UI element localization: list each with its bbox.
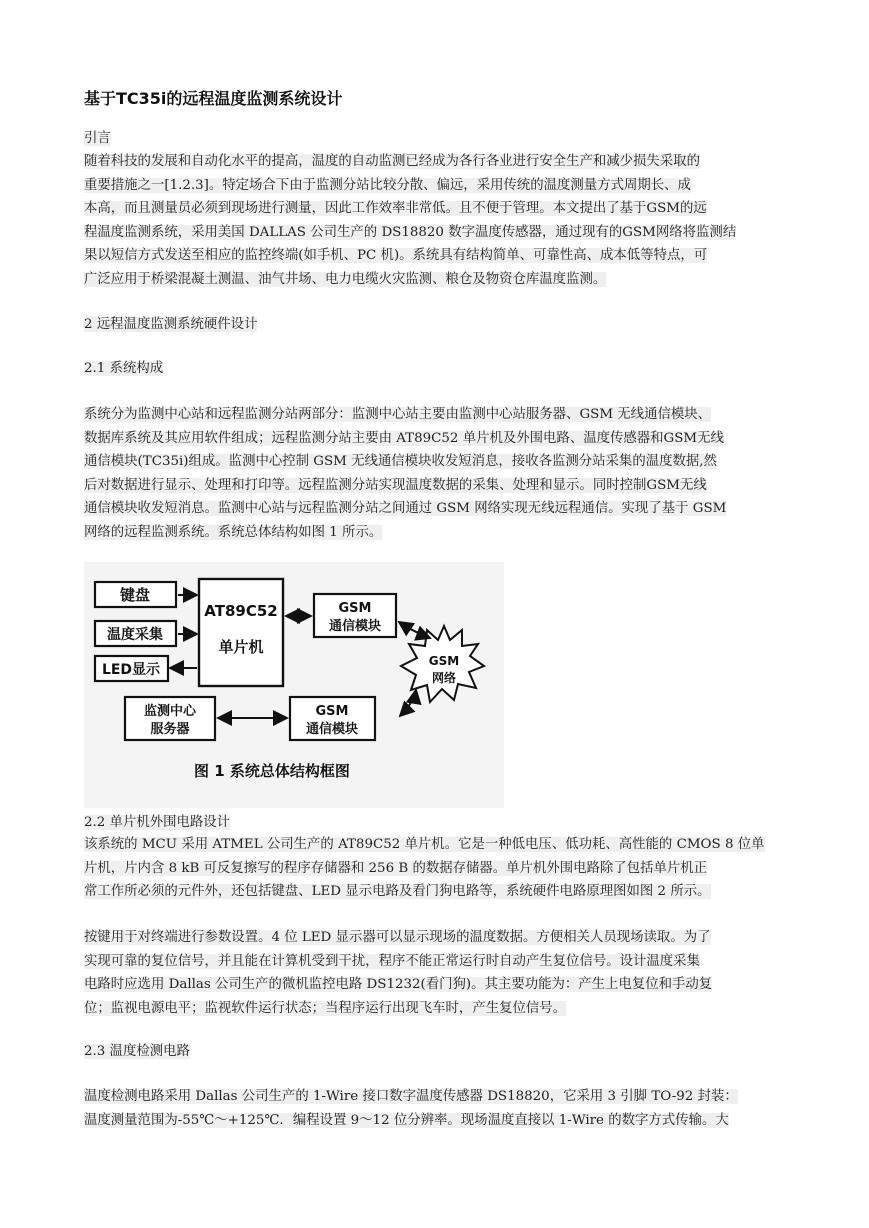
section-2-3-heading: 2.3 温度检测电路 <box>84 1044 190 1059</box>
intro-line: 随着科技的发展和自动化水平的提高，温度的自动监测已经成为各行各业进行安全生产和减少损失采取的 <box>84 154 700 169</box>
section-2-2-line: 该系统的 MCU 采用 ATMEL 公司生产的 AT89C52 单片机。它是一种低电压、低功耗、高性能的 CMOS 8 位单 <box>84 837 765 852</box>
section-2-1-line: 系统分为监测中心站和远程监测分站两部分：监测中心站主要由监测中心站服务器、GSM 无线通信模块、 <box>84 407 712 422</box>
gsm-module-bottom-label-1: GSM <box>315 704 349 719</box>
section-2-1-line: 数据库系统及其应用软件组成；远程监测分站主要由 AT89C52 单片机及外围电路、温度传感器和GSM无线 <box>84 430 724 446</box>
section-2-1-paragraph <box>84 403 794 545</box>
intro-line: 程温度监测系统，采用美国 DALLAS 公司生产的 DS18820 数字温度传感器，通过现有的GSM网络将监测结 <box>84 224 737 240</box>
page-title: 基于TC35i的远程温度监测系统设计 <box>84 89 343 108</box>
gsm-network-label-1: GSM <box>428 654 460 668</box>
section-2-2-line: 常工作所必须的元件外，还包括键盘、LED 显示电路及看门狗电路等，系统硬件电路原理图如图 2 所示。 <box>84 884 711 900</box>
mcu-label: 单片机 <box>218 638 264 656</box>
figure-1-diagram <box>84 562 504 808</box>
gsm-module-top-label-1: GSM <box>338 601 372 616</box>
intro-line: 果以短信方式发送至相应的监控终端(如手机、PC 机)。系统具有结构简单、可靠性高、成本低等特点，可 <box>84 248 708 264</box>
mcu-model-label: AT89C52 <box>204 602 278 620</box>
intro-paragraph <box>84 150 794 292</box>
section-2-2-line: 电路时应选用 Dallas 公司生产的微机监控电路 DS1232(看门狗)。其主要功能为：产生上电复位和手动复 <box>84 977 713 993</box>
section-2-1-line: 通信模块收发短消息。监测中心站与远程监测分站之间通过 GSM 网络实现无线远程通信。实现了基于 GSM <box>84 501 727 517</box>
section-2-2-paragraph <box>84 833 794 904</box>
section-2-2-line: 实现可靠的复位信号，并且能在计算机受到干扰，程序不能正常运行时自动产生复位信号。设计温度采集 <box>84 953 700 969</box>
section-2-1-line: 后对数据进行显示、处理和打印等。远程监测分站实现温度数据的采集、处理和显示。同时控制GSM无线 <box>84 477 707 493</box>
keyboard-label: 键盘 <box>119 586 151 604</box>
intro-line: 重要措施之一[1.2.3]。特定场合下由于监测分站比较分散、偏远，采用传统的温度测量方式周期长、成 <box>84 177 691 193</box>
section-2-3-line: 温度检测电路采用 Dallas 公司生产的 1-Wire 接口数字温度传感器 DS18820，它采用 3 引脚 TO-92 封装： <box>84 1089 738 1104</box>
intro-line: 本高，而且测量员必须到现场进行测量，因此工作效率非常低。且不便于管理。本文提出了基于GSM的远 <box>84 201 707 217</box>
intro-line: 广泛应用于桥梁混凝土测温、油气井场、电力电缆火灾监测、粮仓及物资仓库温度监测。 <box>84 271 607 287</box>
section-2-1-line: 通信模块(TC35i)组成。监测中心控制 GSM 无线通信模块收发短消息，接收各监测分站采集的温度数据,然 <box>84 454 717 470</box>
section-2-1-heading: 2.1 系统构成 <box>84 361 164 376</box>
led-display-label: LED显示 <box>101 662 161 678</box>
section-2-heading: 2 远程温度监测系统硬件设计 <box>84 317 258 332</box>
section-2-3-paragraph <box>84 1085 794 1132</box>
temp-collect-label: 温度采集 <box>107 627 163 643</box>
section-2-2-heading: 2.2 单片机外围电路设计 <box>84 815 231 830</box>
intro-heading: 引言 <box>84 131 111 146</box>
section-2-2-line: 片机，片内含 8 kB 可反复擦写的程序存储器和 256 B 的数据存储器。单片机外围电路除了包括单片机正 <box>84 860 708 876</box>
section-2-3-line: 温度测量范围为-55℃～+125℃．编程设置 9～12 位分辨率。现场温度直接以 1-Wire 的数字方式传输。大 <box>84 1112 729 1128</box>
intro-section <box>84 127 794 292</box>
gsm-network-label-2: 网络 <box>431 671 457 685</box>
section-2-2-line: 位；监视电源电平；监视软件运行状态；当程序运行出现飞车时，产生复位信号。 <box>84 1000 567 1016</box>
mcu-box <box>199 579 283 686</box>
section-2-2-paragraph-2 <box>84 926 794 1020</box>
gsm-module-top-label-2: 通信模块 <box>328 619 382 634</box>
figure-1-caption: 图 1 系统总体结构框图 <box>194 762 350 780</box>
monitor-center-label-1: 监测中心 <box>143 704 197 719</box>
monitor-center-label-2: 服务器 <box>150 722 190 737</box>
gsm-module-bottom-label-2: 通信模块 <box>305 722 359 737</box>
section-2-1-line: 网络的远程监测系统。系统总体结构如图 1 所示。 <box>84 524 383 540</box>
section-2-2-line: 按键用于对终端进行参数设置。4 位 LED 显示器可以显示现场的温度数据。方便相关人员现场读取。为了 <box>84 930 711 945</box>
